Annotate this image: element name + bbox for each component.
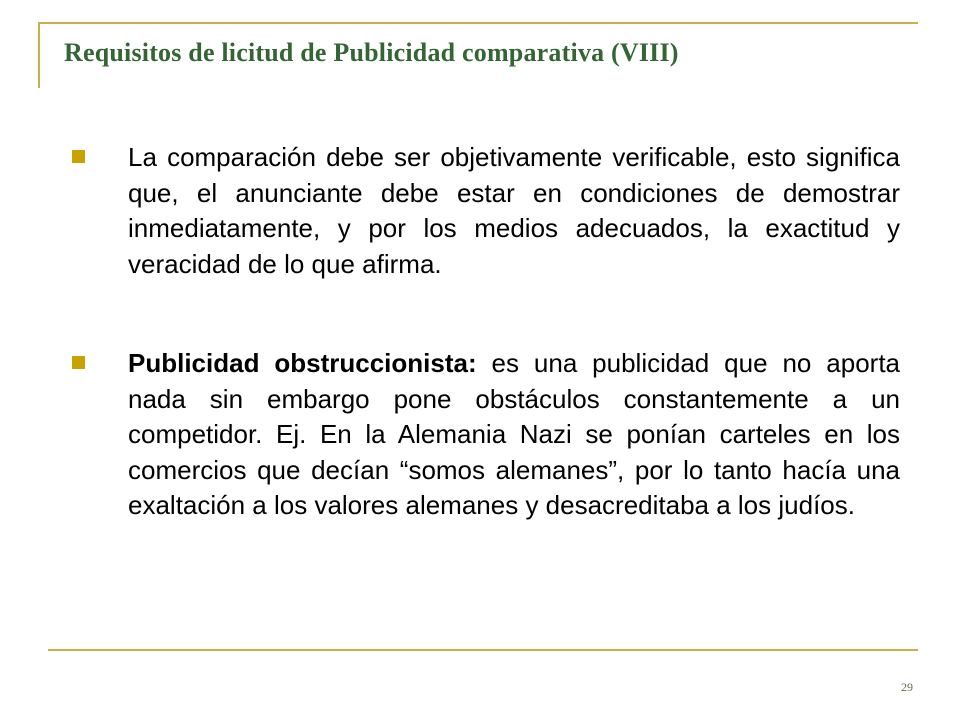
title-frame-left-rule [38,22,40,88]
bullet-body: La comparación debe ser objetivamente verificable, esto significa que, el anunciante debe estar en condiciones de demostrar inmediatamente, y por los medios adecuados, la exactitud y veracidad de lo que afirma. [128,142,900,279]
footer-rule [48,649,918,651]
bullet-item-obstructionist [72,346,900,524]
bullet-list [72,140,900,524]
bullet-item-verifiable [72,140,900,282]
bullet-body: es una publicidad que no aporta nada sin embargo pone obstáculos constantemente a un competidor. Ej. En la Alemania Nazi se ponían carteles en los comercios que decían “somos alemanes”, por lo tanto hacía una exaltación a los valores alemanes y desacreditaba a los judíos. [128,348,901,520]
slide-title: Requisitos de licitud de Publicidad comparativa (VIII) [64,38,679,67]
square-bullet-icon [72,150,85,163]
bullet-text [128,346,900,524]
bullet-text [128,140,900,282]
square-bullet-icon [72,356,85,369]
title-frame-top-rule [38,22,918,24]
bullet-bold-lead: Publicidad obstruccionista: [128,348,477,378]
page-number: 29 [901,680,913,694]
